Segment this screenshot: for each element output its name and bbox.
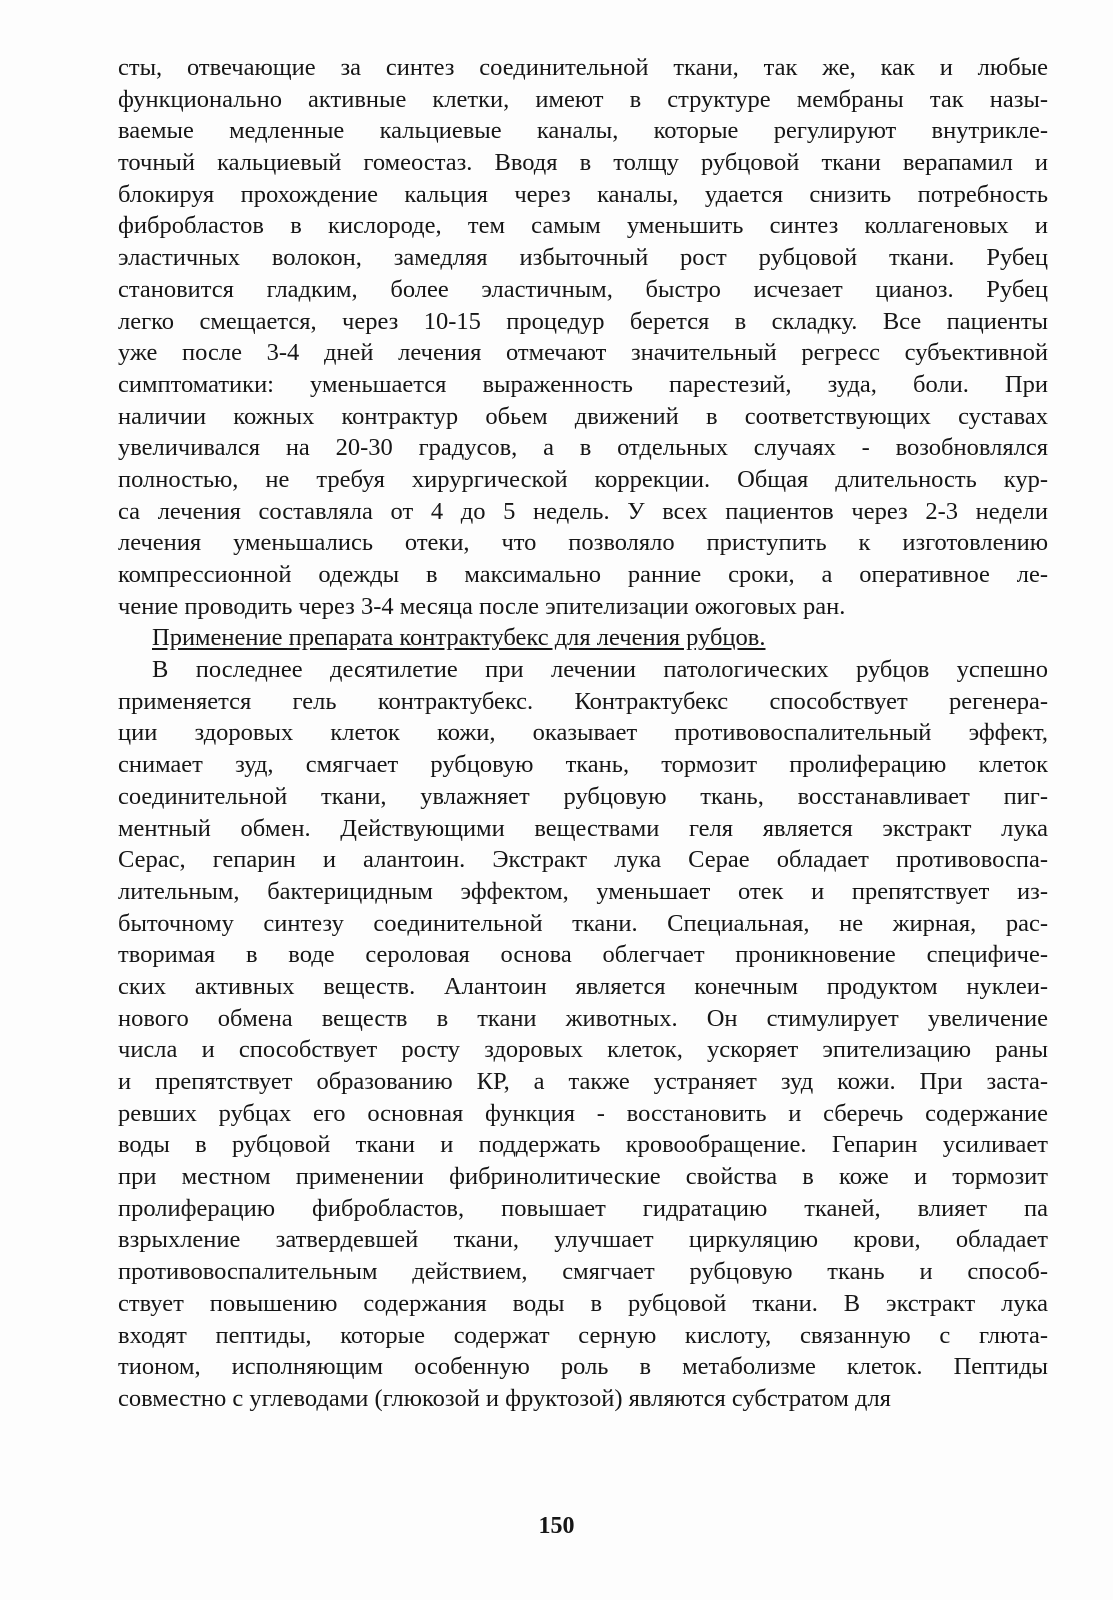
text-line: ментный обмен. Действующими веществами геля является экстракт лука <box>118 814 1048 842</box>
body-text <box>118 52 1048 1415</box>
text-line: В последнее десятилетие при лечении патологических рубцов успешно <box>152 656 1048 684</box>
text-line: ции здоровых клеток кожи, оказывает противовоспалительный эффект, <box>118 719 1048 747</box>
text-line: уже после 3-4 дней лечения отмечают значительный регресс субъективной <box>118 339 1048 367</box>
text-line: ревших рубцах его основная функция - восстановить и сберечь содержание <box>118 1099 1048 1127</box>
text-line: и препятствует образованию КР, а также устраняет зуд кожи. При заста- <box>118 1068 1048 1095</box>
text-line: лительным, бактерицидным эффектом, уменьшает отек и препятствует из- <box>118 877 1048 905</box>
text-line: фибробластов в кислороде, тем самым уменьшить синтез коллагеновых и <box>118 212 1048 240</box>
text-line: ствует повышению содержания воды в рубцовой ткани. В экстракт лука <box>118 1289 1048 1317</box>
paragraph-kontraktubex <box>118 654 1048 1415</box>
text-line: тионом, исполняющим особенную роль в метаболизме клеток. Пептиды <box>118 1353 1048 1381</box>
text-line: снимает зуд, смягчает рубцовую ткань, тормозит пролиферацию клеток <box>118 751 1048 779</box>
text-line: при местном применении фибринолитические свойства в коже и тормозит <box>118 1163 1048 1191</box>
text-line: быточному синтезу соединительной ткани. Специальная, не жирная, рас- <box>118 909 1048 937</box>
text-line: соединительной ткани, увлажняет рубцовую ткань, восстанавливает пиг- <box>118 782 1048 810</box>
page-number: 150 <box>538 1513 575 1539</box>
text-line: становится гладким, более эластичным, быстро исчезает цианоз. Рубец <box>118 275 1048 303</box>
text-line: блокируя прохождение кальция через каналы, удается снизить потребность <box>118 180 1048 208</box>
text-line: симптоматики: уменьшается выраженность парестезий, зуда, боли. При <box>118 370 1048 398</box>
text-line: противовоспалительным действием, смягчает рубцовую ткань и способ- <box>118 1258 1048 1286</box>
text-line: чение проводить через 3-4 месяца после эпителизации ожоговых ран. <box>118 592 846 620</box>
text-line: применяется гель контрактубекс. Контрактубекс способствует регенера- <box>118 687 1048 715</box>
text-line: точный кальциевый гомеостаз. Вводя в толщу рубцовой ткани верапамил и <box>118 149 1048 177</box>
section-heading: Применение препарата контрактубекс для лечения рубцов. <box>152 624 766 652</box>
text-line: сты, отвечающие за синтез соединительной ткани, так же, как и любые <box>118 54 1048 81</box>
text-line: лечения уменьшались отеки, что позволяло приступить к изготовлению <box>118 529 1048 557</box>
text-line: взрыхление затвердевшей ткани, улучшает циркуляцию крови, обладает <box>118 1226 1048 1254</box>
text-line: увеличивался на 20-30 градусов, а в отдельных случаях - возобновлялся <box>118 434 1048 462</box>
text-line: совместно с углеводами (глюкозой и фруктозой) являются субстратом для <box>118 1384 891 1412</box>
text-line: са лечения составляла от 4 до 5 недель. У всех пациентов через 2-3 недели <box>118 497 1048 525</box>
text-line: полностью, не требуя хирургической коррекции. Общая длительность кур- <box>118 465 1048 493</box>
text-line: творимая в воде серoловая основа облегчает проникновение специфиче- <box>118 941 1048 969</box>
text-line: компрессионной одежды в максимально ранние сроки, а оперативное ле- <box>118 561 1048 588</box>
text-line: Серас, гепарин и алантоин. Экстракт лука Серае обладает противовоспа- <box>118 846 1048 874</box>
text-line: ских активных веществ. Алантоин является конечным продуктом нуклеи- <box>118 972 1048 1000</box>
text-line: функционально активные клетки, имеют в структуре мембраны так назы- <box>118 85 1048 113</box>
text-line: входят пептиды, которые содержат серную кислоту, связанную с глюта- <box>118 1321 1048 1349</box>
text-line: эластичных волокон, замедляя избыточный рост рубцовой ткани. Рубец <box>118 244 1048 272</box>
text-line: легко смещается, через 10-15 процедур берется в складку. Все пациенты <box>118 307 1048 335</box>
text-line: числа и способствует росту здоровых клеток, ускоряет эпителизацию раны <box>118 1036 1048 1064</box>
text-line: воды в рубцовой ткани и поддержать кровообращение. Гепарин усиливает <box>118 1131 1048 1159</box>
paragraph-continued <box>118 52 1048 622</box>
text-line: пролиферацию фибробластов, повышает гидратацию тканей, влияет па <box>118 1194 1048 1222</box>
text-line: наличии кожных контрактур обьем движений в соответствующих суставах <box>118 402 1048 430</box>
text-line: ваемые медленные кальциевые каналы, которые регулируют внутрикле- <box>118 117 1048 145</box>
text-line: нового обмена веществ в ткани животных. Он стимулирует увеличение <box>118 1004 1048 1032</box>
